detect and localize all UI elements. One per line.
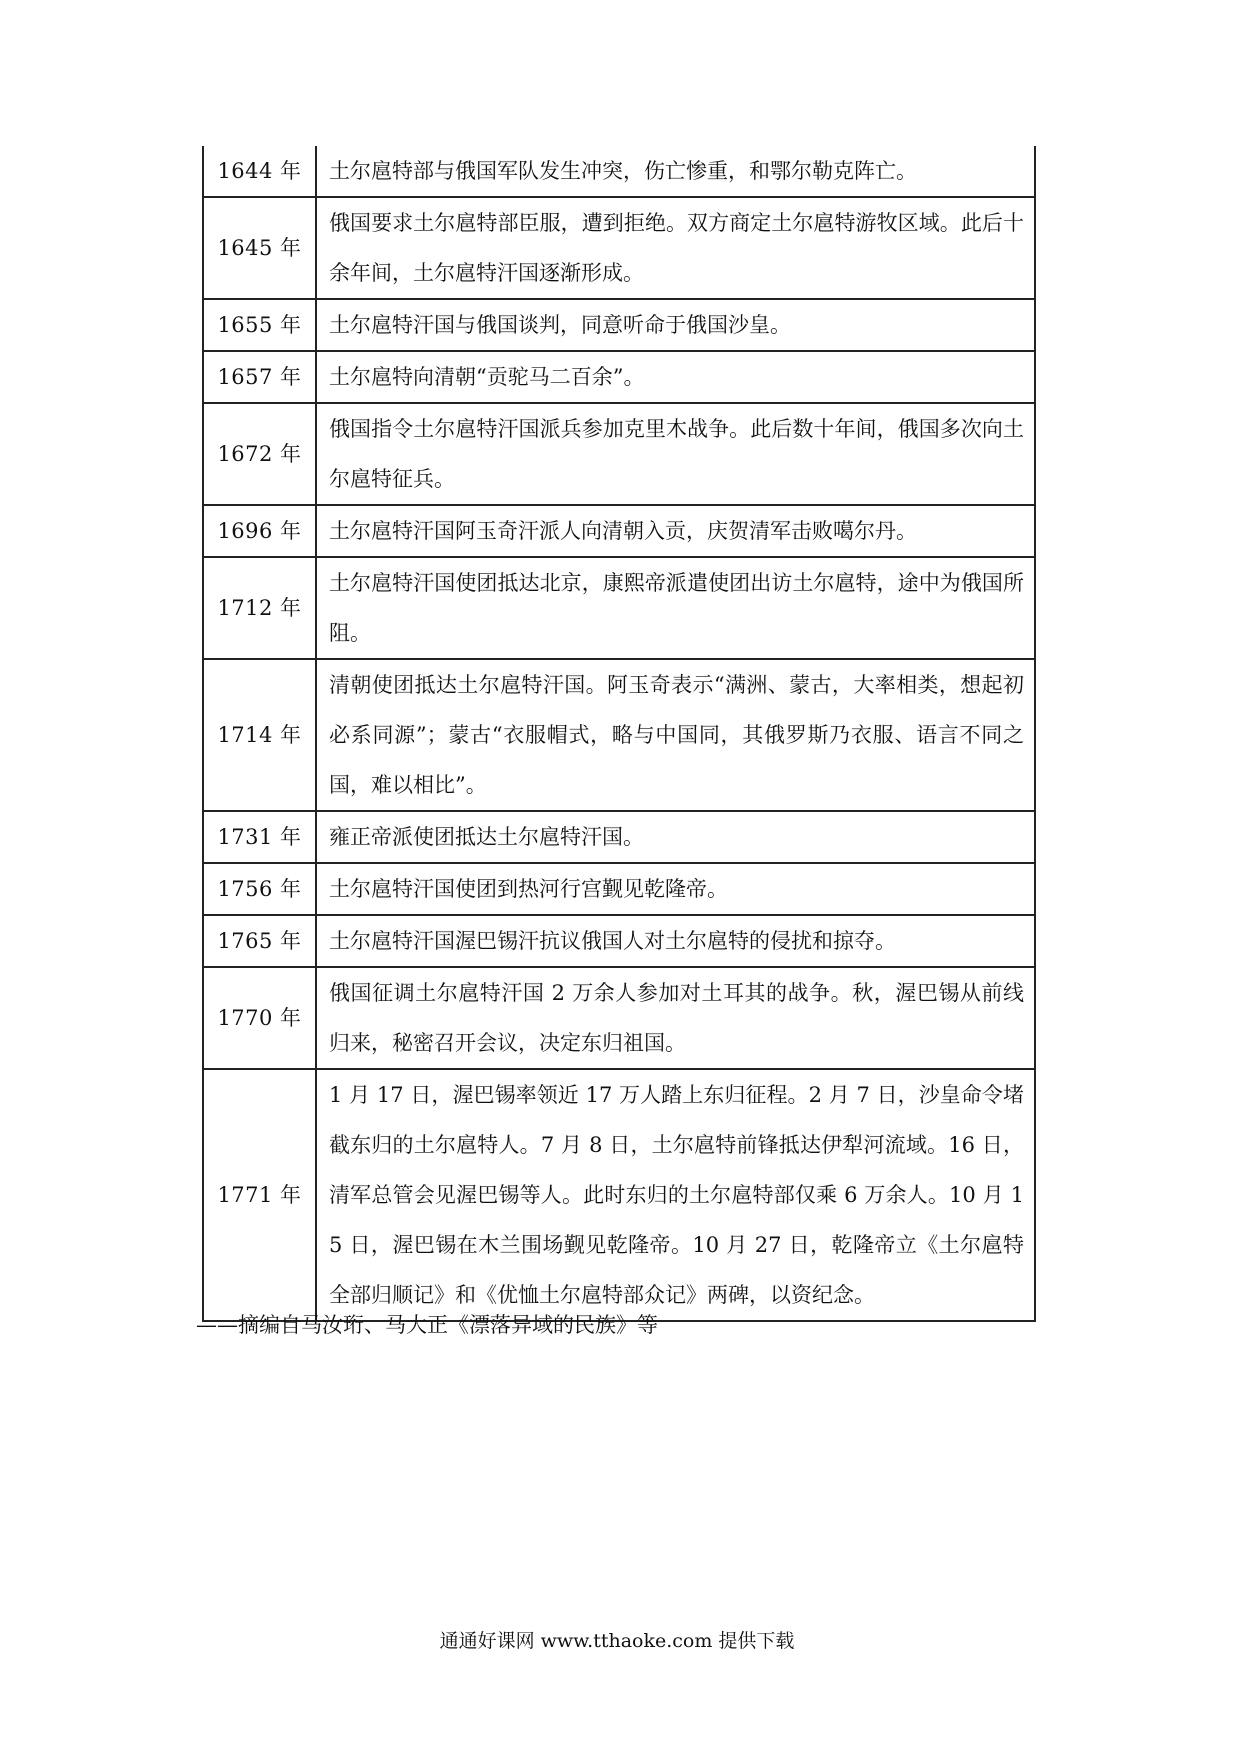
source-note: ——摘编自马汝珩、马大正《漂落异域的民族》等: [196, 1313, 658, 1337]
table-row: [203, 146, 1035, 197]
table-row: [203, 299, 1035, 351]
event-cell: 土尔扈特汗国与俄国谈判，同意听命于俄国沙皇。: [316, 299, 1035, 351]
event-cell: 1 月 17 日，渥巴锡率领近 17 万人踏上东归征程。2 月 7 日，沙皇命令堵截东归的土尔扈特人。7 月 8 日，土尔扈特前锋抵达伊犁河流域。16 日，清军总管会见渥巴锡等人。此时东归的土尔扈特部仅乘 6 万余人。10 月 15 日，渥巴锡在木兰围场觐见乾隆帝。10 月 27 日，乾隆帝立《土尔扈特全部归顺记》和《优恤土尔扈特部众记》两碑，以资纪念。: [316, 1069, 1035, 1321]
event-cell: 俄国指令土尔扈特汗国派兵参加克里木战争。此后数十年间，俄国多次向土尔扈特征兵。: [316, 403, 1035, 505]
timeline-table-body: [203, 146, 1035, 1321]
table-row: [203, 351, 1035, 403]
timeline-table: [202, 146, 1036, 1322]
table-row: [203, 863, 1035, 915]
table-row: [203, 1069, 1035, 1321]
year-cell: 1655 年: [203, 299, 316, 351]
event-cell: 清朝使团抵达土尔扈特汗国。阿玉奇表示“满洲、蒙古，大率相类，想起初必系同源”；蒙古“衣服帽式，略与中国同，其俄罗斯乃衣服、语言不同之国，难以相比”。: [316, 659, 1035, 811]
event-cell: 土尔扈特汗国使团抵达北京，康熙帝派遣使团出访土尔扈特，途中为俄国所阻。: [316, 557, 1035, 659]
year-cell: 1645 年: [203, 197, 316, 299]
year-cell: 1712 年: [203, 557, 316, 659]
year-cell: 1644 年: [203, 146, 316, 197]
year-cell: 1731 年: [203, 811, 316, 863]
year-cell: 1696 年: [203, 505, 316, 557]
page-footer: 通通好课网 www.tthaoke.com 提供下载: [439, 1630, 795, 1652]
year-cell: 1657 年: [203, 351, 316, 403]
event-cell: 土尔扈特汗国渥巴锡汗抗议俄国人对土尔扈特的侵扰和掠夺。: [316, 915, 1035, 967]
event-cell: 俄国要求土尔扈特部臣服，遭到拒绝。双方商定土尔扈特游牧区域。此后十余年间，土尔扈特汗国逐渐形成。: [316, 197, 1035, 299]
table-row: [203, 403, 1035, 505]
event-cell: 土尔扈特汗国使团到热河行宫觐见乾隆帝。: [316, 863, 1035, 915]
event-cell: 俄国征调土尔扈特汗国 2 万余人参加对土耳其的战争。秋，渥巴锡从前线归来，秘密召开会议，决定东归祖国。: [316, 967, 1035, 1069]
year-cell: 1770 年: [203, 967, 316, 1069]
event-cell: 雍正帝派使团抵达土尔扈特汗国。: [316, 811, 1035, 863]
table-row: [203, 197, 1035, 299]
table-row: [203, 915, 1035, 967]
table-row: [203, 505, 1035, 557]
year-cell: 1714 年: [203, 659, 316, 811]
table-row: [203, 811, 1035, 863]
year-cell: 1756 年: [203, 863, 316, 915]
event-cell: 土尔扈特部与俄国军队发生冲突，伤亡惨重，和鄂尔勒克阵亡。: [316, 146, 1035, 197]
table-row: [203, 967, 1035, 1069]
event-cell: 土尔扈特向清朝“贡驼马二百余”。: [316, 351, 1035, 403]
year-cell: 1771 年: [203, 1069, 316, 1321]
table-row: [203, 659, 1035, 811]
event-cell: 土尔扈特汗国阿玉奇汗派人向清朝入贡，庆贺清军击败噶尔丹。: [316, 505, 1035, 557]
year-cell: 1765 年: [203, 915, 316, 967]
table-row: [203, 557, 1035, 659]
year-cell: 1672 年: [203, 403, 316, 505]
